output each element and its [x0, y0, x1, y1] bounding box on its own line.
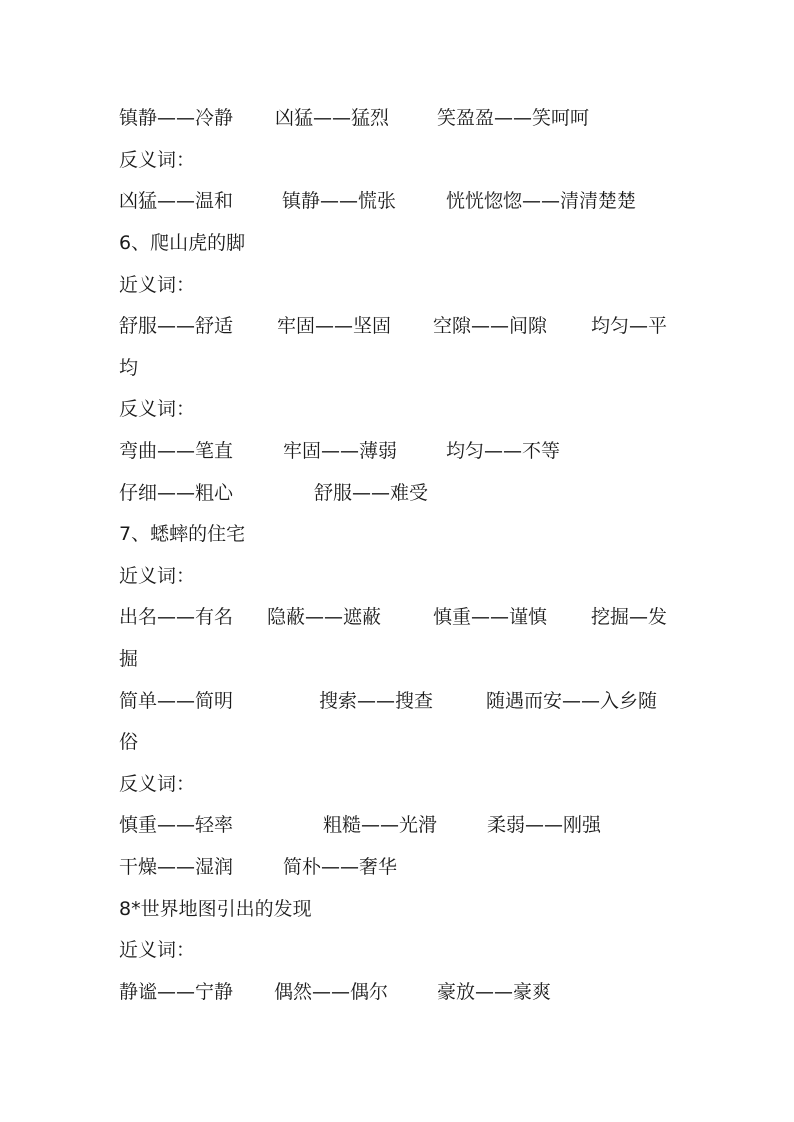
word-pair: 凶猛——猛烈 [275, 107, 390, 129]
word-pair: 简单——简明 [119, 690, 234, 712]
text-line [119, 186, 699, 216]
text-line-continuation [119, 644, 699, 674]
word-pair: 柔弱——刚强 [487, 814, 602, 836]
word-pair: 随遇而安——入乡随 [486, 690, 658, 712]
word-fragment: 均 [119, 357, 139, 379]
word-pair: 干燥——湿润 [119, 856, 234, 878]
word-fragment: 掘 [119, 648, 139, 670]
word-pair: 仔细——粗心 [119, 482, 234, 504]
text-line [119, 103, 699, 133]
antonym-label: 反义词： [119, 398, 196, 420]
section-subheading [119, 394, 699, 424]
word-pair: 搜索——搜查 [319, 690, 434, 712]
synonym-label: 近义词： [119, 939, 196, 961]
word-pair: 均匀—平 [591, 315, 668, 337]
word-pair: 牢固——坚固 [277, 315, 392, 337]
text-line [119, 602, 699, 632]
word-pair: 隐蔽——遮蔽 [267, 606, 382, 628]
lesson-title: 6、爬山虎的脚 [119, 232, 246, 254]
section-subheading [119, 561, 699, 591]
word-fragment: 俗 [119, 731, 139, 753]
lesson-title: 7、蟋蟀的住宅 [119, 523, 246, 545]
word-pair: 凶猛——温和 [119, 190, 234, 212]
lesson-title: 8*世界地图引出的发现 [119, 898, 312, 920]
word-pair: 牢固——薄弱 [283, 440, 398, 462]
word-pair: 恍恍惚惚——清清楚楚 [446, 190, 637, 212]
antonym-label: 反义词： [119, 773, 196, 795]
section-subheading [119, 935, 699, 965]
text-line [119, 311, 699, 341]
word-pair: 镇静——冷静 [119, 107, 234, 129]
lesson-heading [119, 894, 699, 924]
word-pair: 均匀——不等 [446, 440, 561, 462]
text-line-continuation [119, 353, 699, 383]
section-subheading [119, 270, 699, 300]
lesson-heading [119, 519, 699, 549]
word-pair: 简朴——奢华 [283, 856, 398, 878]
word-pair: 静谧——宁静 [119, 981, 234, 1003]
word-pair: 镇静——慌张 [282, 190, 397, 212]
word-pair: 笑盈盈——笑呵呵 [437, 107, 590, 129]
word-pair: 挖掘—发 [591, 606, 668, 628]
section-subheading [119, 769, 699, 799]
text-line [119, 852, 699, 882]
lesson-heading [119, 228, 699, 258]
text-line-continuation [119, 727, 699, 757]
text-line [119, 810, 699, 840]
word-pair: 出名——有名 [119, 606, 234, 628]
section-subheading [119, 145, 699, 175]
text-line [119, 977, 699, 1007]
word-pair: 豪放——豪爽 [437, 981, 552, 1003]
text-line [119, 436, 699, 466]
word-pair: 慎重——轻率 [119, 814, 234, 836]
word-pair: 舒服——舒适 [119, 315, 234, 337]
word-pair: 粗糙——光滑 [323, 814, 438, 836]
word-pair: 偶然——偶尔 [274, 981, 389, 1003]
synonym-label: 近义词： [119, 565, 196, 587]
word-pair: 空隙——间隙 [433, 315, 548, 337]
antonym-label: 反义词： [119, 149, 196, 171]
word-pair: 慎重——谨慎 [433, 606, 548, 628]
word-pair: 舒服——难受 [314, 482, 429, 504]
text-line [119, 478, 699, 508]
text-line [119, 686, 699, 716]
word-pair: 弯曲——笔直 [119, 440, 234, 462]
synonym-label: 近义词： [119, 274, 196, 296]
